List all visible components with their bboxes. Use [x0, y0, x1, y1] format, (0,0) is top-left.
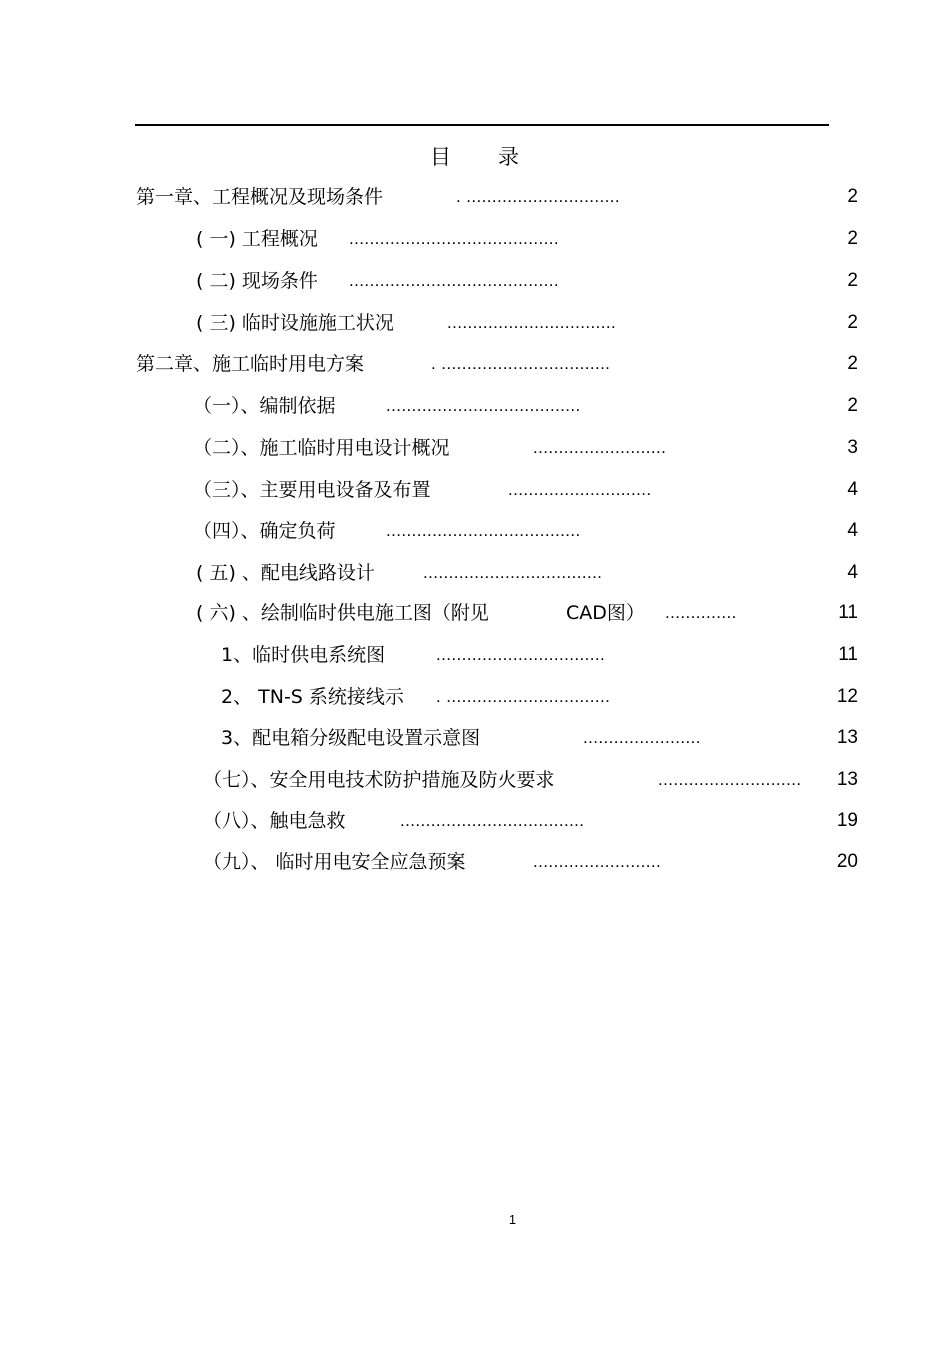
toc-entry-label: ( 五) 、配电线路设计 [196, 562, 375, 584]
toc-entry-leader: ................................. [436, 645, 606, 664]
toc-entry-2-6-2[interactable] [0, 682, 950, 712]
toc-entry-page: 2 [847, 312, 858, 333]
toc-entry-leader: ................................. [447, 313, 617, 332]
toc-entry-leader: .............. [665, 603, 737, 622]
toc-entry-page: 4 [847, 479, 858, 500]
toc-entry-label: （八）、触电急救 [203, 810, 346, 832]
toc-entry-label: （二）、施工临时用电设计概况 [193, 437, 450, 459]
toc-entry-label: （九）、 临时用电安全应急预案 [203, 851, 466, 873]
toc-entry-label: 第二章、施工临时用电方案 [136, 353, 365, 375]
toc-entry-page: 2 [847, 270, 858, 291]
toc-entry-chapter-2[interactable] [0, 349, 950, 379]
toc-entry-label: （三）、主要用电设备及布置 [193, 479, 431, 501]
toc-entry-page: 19 [836, 810, 858, 831]
toc-entry-leader: ...................................... [386, 521, 581, 540]
toc-entry-page: 11 [838, 644, 858, 665]
toc-entry-2-3[interactable] [0, 475, 950, 505]
toc-entry-label: ( 二) 现场条件 [196, 270, 318, 292]
toc-entry-label: （七）、安全用电技术防护措施及防火要求 [203, 769, 555, 791]
toc-entry-label: ( 六) 、绘制临时供电施工图（附见 [196, 602, 489, 624]
toc-entry-leader: ....................... [583, 728, 701, 747]
toc-entry-2-4[interactable] [0, 516, 950, 546]
toc-entry-2-9[interactable] [0, 847, 950, 877]
toc-entry-2-6-3[interactable] [0, 723, 950, 753]
toc-entry-chapter-1[interactable] [0, 182, 950, 212]
toc-entry-page: 2 [847, 228, 858, 249]
toc-entry-page: 20 [836, 851, 858, 872]
toc-entry-leader: ................................... [423, 563, 603, 582]
toc-entry-page: 13 [836, 727, 858, 748]
toc-entry-page: 4 [847, 520, 858, 541]
toc-entry-leader: . .............................. [456, 187, 620, 206]
toc-entry-page: 3 [847, 437, 858, 458]
toc-entry-label: ( 一) 工程概况 [196, 228, 318, 250]
toc-entry-leader: ............................ [658, 770, 802, 789]
toc-entry-page: 2 [847, 395, 858, 416]
header-rule [135, 124, 829, 126]
toc-entry-1-2[interactable] [0, 266, 950, 296]
toc-entry-2-1[interactable] [0, 391, 950, 421]
toc-entry-label: ( 三) 临时设施施工状况 [196, 312, 394, 334]
toc-entry-2-2[interactable] [0, 433, 950, 463]
toc-entry-label-extra: CAD图） [566, 602, 645, 624]
toc-entry-page: 12 [836, 686, 858, 707]
toc-title-part-2: 录 [498, 145, 520, 169]
toc-entry-1-3[interactable] [0, 308, 950, 338]
toc-entry-label: 1、临时供电系统图 [221, 644, 386, 666]
toc-entry-page: 11 [838, 602, 858, 623]
toc-entry-2-6[interactable] [0, 598, 950, 628]
toc-entry-leader: ......................................... [349, 229, 560, 248]
toc-entry-2-8[interactable] [0, 806, 950, 836]
toc-entry-1-1[interactable] [0, 224, 950, 254]
page-number: 1 [508, 1212, 517, 1227]
toc-entry-label: （四）、确定负荷 [193, 520, 336, 542]
toc-entry-leader: .................................... [400, 811, 585, 830]
toc-entry-leader: ............................ [508, 480, 652, 499]
toc-entry-2-7[interactable] [0, 765, 950, 795]
toc-entry-leader: ...................................... [386, 396, 581, 415]
toc-entry-label: 第一章、工程概况及现场条件 [136, 186, 384, 208]
toc-entry-leader: ......................................... [349, 271, 560, 290]
toc-entry-page: 13 [836, 769, 858, 790]
toc-entry-2-6-1[interactable] [0, 640, 950, 670]
toc-entry-leader: . ................................. [431, 354, 611, 373]
toc-entry-leader: .......................... [533, 438, 667, 457]
toc-title [0, 142, 950, 172]
toc-entry-2-5[interactable] [0, 558, 950, 588]
toc-entry-label: 3、配电箱分级配电设置示意图 [221, 727, 481, 749]
toc-entry-label: （一）、编制依据 [193, 395, 336, 417]
toc-entry-page: 2 [847, 353, 858, 374]
toc-entry-page: 4 [847, 562, 858, 583]
toc-entry-leader: ......................... [533, 852, 662, 871]
toc-entry-leader: . ................................ [436, 687, 611, 706]
toc-entry-label: 2、 TN-S 系统接线示 [221, 686, 404, 708]
toc-title-part-1: 目 [430, 145, 452, 169]
toc-entry-page: 2 [847, 186, 858, 207]
